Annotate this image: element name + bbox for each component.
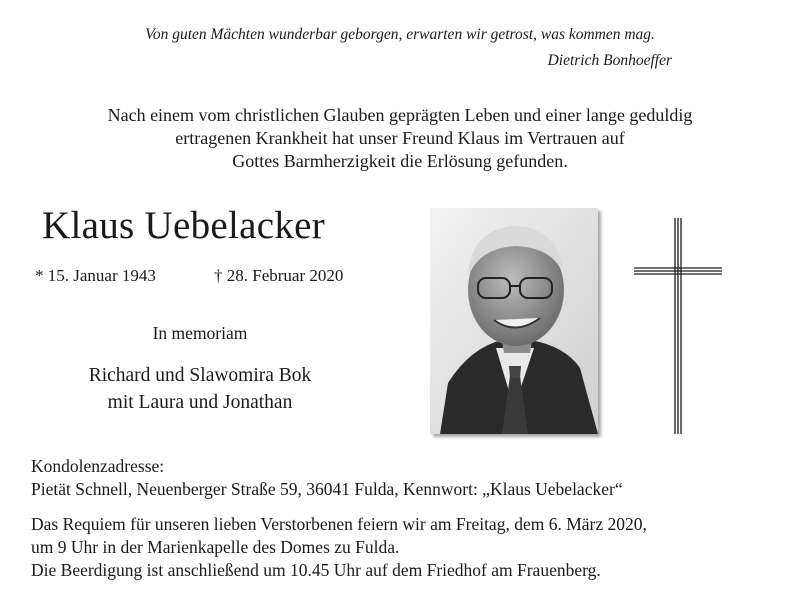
portrait-photo <box>430 208 598 434</box>
birth-date: * 15. Januar 1943 <box>35 266 156 285</box>
quote-text: Von guten Mächten wunderbar geborgen, erwarten wir getrost, was kommen mag. <box>145 26 655 43</box>
intro-line: Nach einem vom christlichen Glauben geprägten Leben und einer lange geduldig <box>107 105 693 125</box>
condolence-label: Kondolenzadresse: <box>31 456 165 476</box>
cross-icon <box>632 218 724 434</box>
deceased-name: Klaus Uebelacker <box>42 204 326 247</box>
intro-line: Gottes Barmherzigkeit die Erlösung gefunden. <box>232 151 568 171</box>
death-date: † 28. Februar 2020 <box>214 266 344 285</box>
mourners <box>0 362 400 416</box>
mourner-line: Richard und Slawomira Bok <box>88 365 312 386</box>
requiem-line: um 9 Uhr in der Marienkapelle des Domes zu Fulda. <box>31 537 400 557</box>
condolence-address: Pietät Schnell, Neuenberger Straße 59, 36041 Fulda, Kennwort: „Klaus Uebelacker“ <box>31 479 623 499</box>
in-memoriam-label: In memoriam <box>152 323 248 343</box>
portrait-illustration <box>430 208 598 434</box>
intro-text <box>0 104 800 173</box>
quote-author: Dietrich Bonhoeffer <box>547 52 672 69</box>
requiem-line: Die Beerdigung ist anschließend um 10.45 Uhr auf dem Friedhof am Frauenberg. <box>31 560 601 580</box>
requiem-text <box>31 513 647 582</box>
requiem-line: Das Requiem für unseren lieben Verstorbenen feiern wir am Freitag, dem 6. März 2020, <box>31 514 647 534</box>
mourner-line: mit Laura und Jonathan <box>107 392 293 413</box>
intro-line: ertragenen Krankheit hat unser Freund Klaus im Vertrauen auf <box>175 128 625 148</box>
